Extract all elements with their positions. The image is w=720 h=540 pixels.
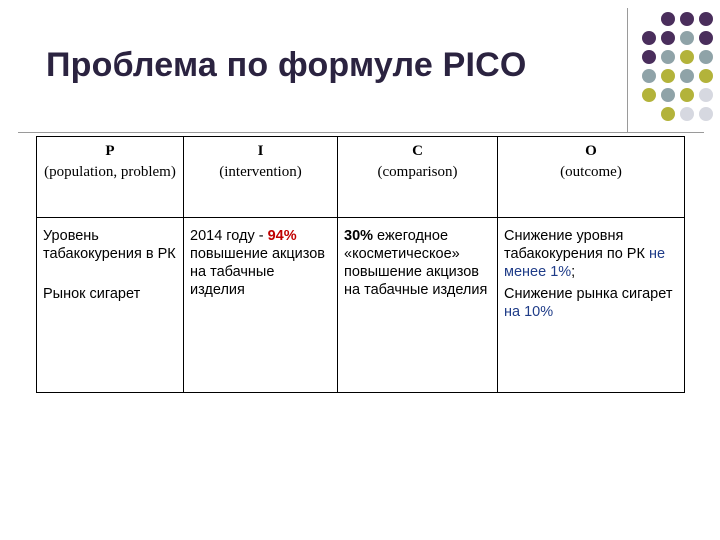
pico-header-row [37,137,685,218]
cell-intervention [184,218,338,393]
decorative-dot [642,69,656,83]
header-i-label: (intervention) [219,164,302,180]
header-c-letter: C [412,143,423,159]
population-smoking-level: Уровень табакокурения в РК [43,228,176,262]
outcome-item-1 [504,227,678,281]
decorative-dot [661,107,675,121]
comparison-rest: ежегодное «косметическое» повышение акцизов на табачные изделия [344,228,488,298]
decorative-dot [661,88,675,102]
header-o [498,137,685,218]
pico-table [36,136,685,393]
cell-comparison [338,218,498,393]
outcome-item-2 [504,285,678,321]
decorative-dot [661,12,675,26]
header-c-label: (comparison) [377,164,458,180]
decorative-horizontal-line [18,132,704,133]
decorative-dot [699,69,713,83]
decorative-dot [642,31,656,45]
decorative-dot [661,50,675,64]
pico-content-row [37,218,685,393]
decorative-dot [680,88,694,102]
header-c [338,137,498,218]
decorative-dot [699,50,713,64]
header-p-label: (population, problem) [44,164,176,180]
header-p-letter: P [105,143,115,159]
decorative-dot [642,50,656,64]
intervention-percent: 94% [267,228,297,244]
decorative-dot [699,12,713,26]
comparison-percent: 30% [344,228,374,244]
decorative-dot [642,88,656,102]
decorative-dot [699,88,713,102]
header-i-letter: I [257,143,264,159]
outcome-item-2-text: Снижение рынка сигарет [504,286,673,302]
header-i [184,137,338,218]
decorative-dot [680,12,694,26]
decorative-dot [680,50,694,64]
header-o-label: (outcome) [560,164,622,180]
decorative-dot [680,107,694,121]
decorative-dot [680,69,694,83]
decorative-dot [661,31,675,45]
outcome-item-1-suffix: ; [571,264,576,280]
population-cigarette-market: Рынок сигарет [43,286,141,302]
decorative-dot [699,107,713,121]
outcome-item-1-value: не менее 1% [504,246,666,280]
header-o-letter: O [585,143,597,159]
outcome-item-1-text: Снижение уровня табакокурения по РК [504,228,649,262]
cell-outcome [498,218,685,393]
cell-population [37,218,184,393]
intervention-rest: повышение акцизов на табачные изделия [190,246,326,298]
decorative-vertical-line [627,8,628,132]
decorative-dot [699,31,713,45]
slide-title: Проблема по формуле PICO [46,46,527,84]
header-p [37,137,184,218]
outcome-item-2-value: на 10% [504,304,554,320]
intervention-prefix: 2014 году - [190,228,268,244]
decorative-dot [680,31,694,45]
decorative-dot [661,69,675,83]
